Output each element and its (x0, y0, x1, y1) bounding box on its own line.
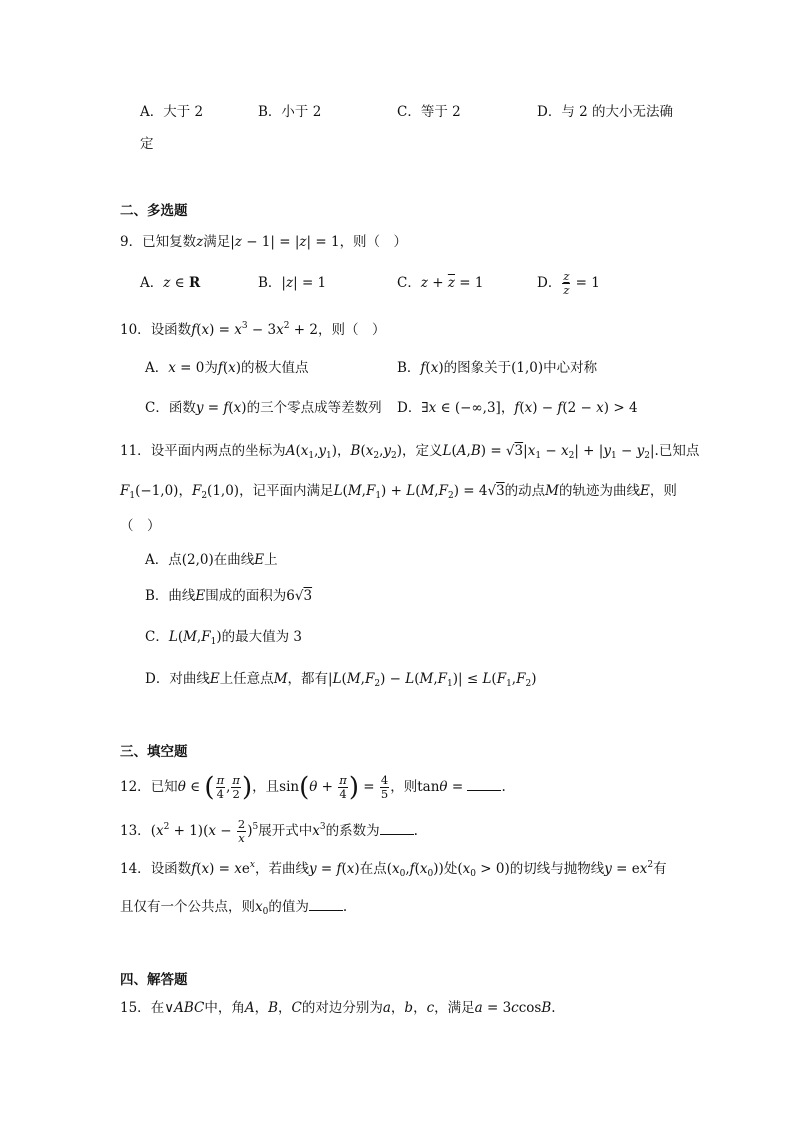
question-13: 13．$(x^2 + 1)(x$ − $\frac{2}{x}$ )$^5$展开式中$x^3$的系数为 . (120, 817, 418, 845)
q10-option-b: B．f(x)的图象关于(1,0)中心对称 (397, 360, 598, 376)
q8-option-d-continued: 定 (140, 136, 154, 152)
q8-option-a: A．大于 2 (140, 104, 204, 120)
section-title-fill-in: 三、填空题 (120, 744, 188, 760)
q9-option-d: D． $\frac{z}{z}$ = 1 (537, 269, 600, 297)
section-title-problems: 四、解答题 (120, 972, 188, 988)
q8-option-c: C．等于 2 (397, 104, 461, 120)
question-12: 12．已知θ ∈ ( $\frac{\pi}{4}$ , $\frac{\pi}{2}$ )，且sin(θ + $\frac{\pi}{4}$ ) = $\frac{4}{5}$ ，则tanθ = . (120, 772, 506, 803)
q11-option-c: C．$L(M,F_1)$的最大值为 3 (145, 629, 302, 647)
q9-option-c: C．$z + \overline{z} = 1$ (397, 275, 484, 291)
q8-option-b: B．小于 2 (258, 104, 322, 120)
question-11-line-2: $F_1(-1,0)$，$F_2(1,0)$，记平面内满足$L(M,F_1) + L(M,F_2) = 4√3$的动点M的轨迹为曲线E，则 (120, 483, 677, 501)
question-14-line-2: 且仅有一个公共点，则$x_0$的值为 . (120, 899, 348, 917)
q10-option-d: D．∃x ∈ (−∞,3]，f(x) − f(2 − x) > 4 (397, 400, 638, 416)
q8-option-d: D．与 2 的大小无法确 (537, 104, 673, 120)
question-10-stem: 10．设函数$f(x) = x^3 - 3x^2 + 2$，则（ ） (120, 321, 386, 338)
question-9-stem: 9．已知复数z满足|z − 1| = |z| = 1，则（ ） (120, 234, 408, 250)
q10-option-c: C．函数y = f(x)的三个零点成等差数列 (145, 400, 382, 416)
question-14-line-1: 14．设函数$f(x) = xe^x$，若曲线y = f(x)在点$(x_0,f(x_0))$处$(x_0 > 0)$的切线与抛物线$y = ex^2$有 (120, 860, 667, 879)
q11-option-b: B．曲线E围成的面积为6√3 (145, 588, 313, 604)
question-15: 15．在∨ABC中，角A，B，C的对边分别为a，b，c，满足a = 3ccosB. (120, 1000, 556, 1016)
q10-option-a: A．x = 0为f(x)的极大值点 (145, 360, 309, 376)
q11-option-a: A．点(2,0)在曲线E上 (145, 552, 278, 568)
question-11-line-1: 11．设平面内两点的坐标为$A(x_1,y_1)$，$B(x_2,y_2)$，定义$L(A,B) = √3|x_1 - x_2| + |y_1 - y_2|$.已知点 (120, 443, 700, 461)
q11-option-d: D．对曲线E上任意点M，都有$|L(M,F_2) - L(M,F_1)| \le L(F_1,F_2)$ (145, 671, 537, 689)
q9-option-b: B．|z| = 1 (258, 275, 327, 291)
question-11-line-3: （ ） (120, 518, 161, 534)
q9-option-a: A．z ∈ R (140, 275, 201, 291)
section-title-multiple-choice: 二、多选题 (120, 203, 188, 219)
